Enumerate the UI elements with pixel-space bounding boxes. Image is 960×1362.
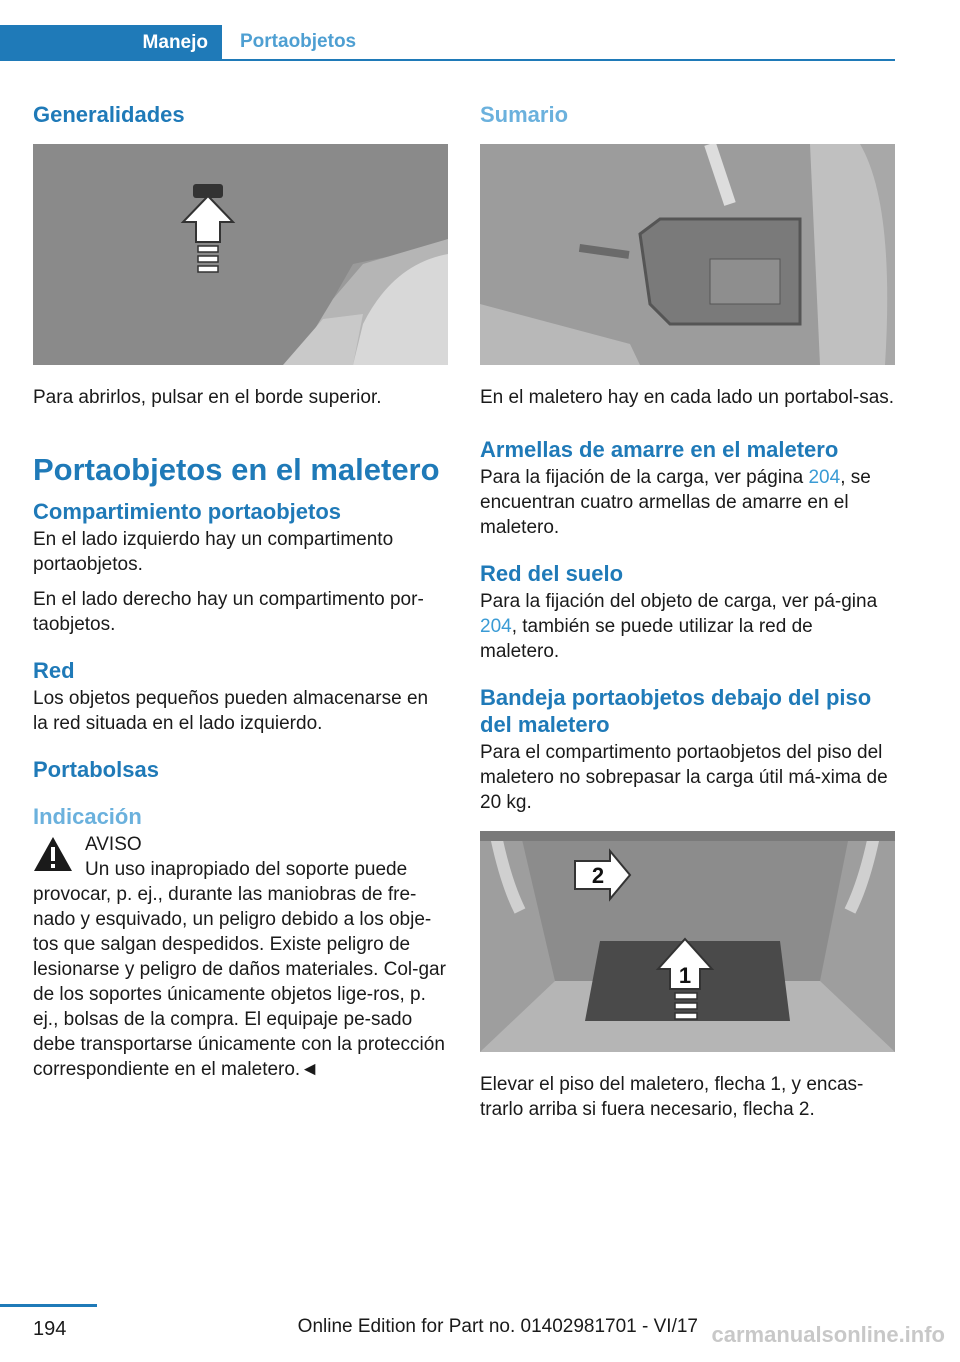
watermark: carmanualsonline.info: [711, 1322, 945, 1347]
header-bar: [0, 25, 895, 61]
armellas-paragraph: [480, 465, 895, 540]
arrow-2-label: 2: [591, 863, 605, 888]
bandeja-paragraph: Para el compartimento portaobjetos del piso del maletero no sobrepasar la carga útil má‐xima de 20 kg.: [480, 742, 888, 813]
compartimiento-paragraph-1: En el lado izquierdo hay un compartimento portaobjetos.: [33, 529, 394, 575]
sumario-caption: En el maletero hay en cada lado un portabol‐sas.: [480, 387, 895, 408]
compartimiento-heading: Compartimiento portaobjetos: [33, 499, 342, 524]
tab-manejo-label: Manejo: [142, 32, 208, 53]
indicacion-heading: Indicación: [33, 804, 142, 829]
tab-manejo[interactable]: [0, 25, 222, 61]
arrow-1-label: 1: [678, 963, 692, 988]
portabolsas-heading: Portabolsas: [33, 757, 159, 782]
main-section-heading: Portaobjetos en el maletero: [33, 452, 440, 487]
red-heading: Red: [33, 658, 75, 683]
red-paragraph: Los objetos pequeños pueden almacenarse en la red situada en el lado izquierdo.: [33, 688, 429, 734]
warning-text: Un uso inapropiado del soporte puede provocar, p. ej., durante las maniobras de fre‐nado y esquivado, un peligro debido a los obje‐tos que salgan despedidos. Existe peligro de lesionarse y peligro de daños materiales. Col‐gar de los soportes únicamente objetos lige‐ros, p. ej., bolsas de la compra. El equipaje pe‐sado debe transportarse únicamente con la protección correspondiente en el maletero.◄: [33, 859, 446, 1080]
trunk-floor-image: [480, 831, 895, 1052]
trunk-side-storage-image: [480, 144, 895, 365]
footer-divider: [0, 1304, 97, 1307]
tab-portaobjetos[interactable]: Portaobjetos: [240, 31, 357, 52]
edition-info: Online Edition for Part no. 01402981701 - VI/17: [297, 1316, 698, 1337]
right-column: [480, 100, 895, 1132]
red-suelo-paragraph: [480, 589, 895, 664]
red-suelo-text-after: , también se puede utilizar la red de maletero.: [480, 616, 813, 662]
header-divider: [0, 59, 895, 61]
warning-label: AVISO: [85, 834, 142, 855]
red-suelo-text-before: Para la fijación del objeto de carga, ver pá‐gina: [480, 591, 878, 612]
page-number: 194: [33, 1318, 67, 1340]
headliner-storage-image: [33, 144, 448, 365]
generalidades-heading: Generalidades: [33, 102, 185, 127]
bandeja-caption: Elevar el piso del maletero, flecha 1, y encas‐trarlo arriba si fuera necesario, flecha 2.: [480, 1074, 864, 1120]
red-suelo-heading: Red del suelo: [480, 561, 624, 586]
armellas-text-after: , se encuentran cuatro armellas de amarre en el maletero.: [480, 467, 871, 538]
warning-triangle-icon: [33, 836, 73, 879]
armellas-heading: Armellas de amarre en el maletero: [480, 437, 839, 462]
left-column: [33, 100, 448, 1082]
generalidades-caption: Para abrirlos, pulsar en el borde superior.: [33, 387, 382, 408]
bandeja-heading: Bandeja portaobjetos debajo del piso del maletero: [480, 685, 872, 737]
page-link-204[interactable]: 204: [808, 467, 841, 488]
compartimiento-paragraph-2: En el lado derecho hay un compartimento por‐taobjetos.: [33, 589, 424, 635]
warning-box: [33, 832, 448, 1082]
armellas-text-before: Para la fijación de la carga, ver página: [480, 467, 809, 488]
sumario-heading: Sumario: [480, 102, 569, 127]
page-link-204-b[interactable]: 204: [480, 616, 512, 637]
